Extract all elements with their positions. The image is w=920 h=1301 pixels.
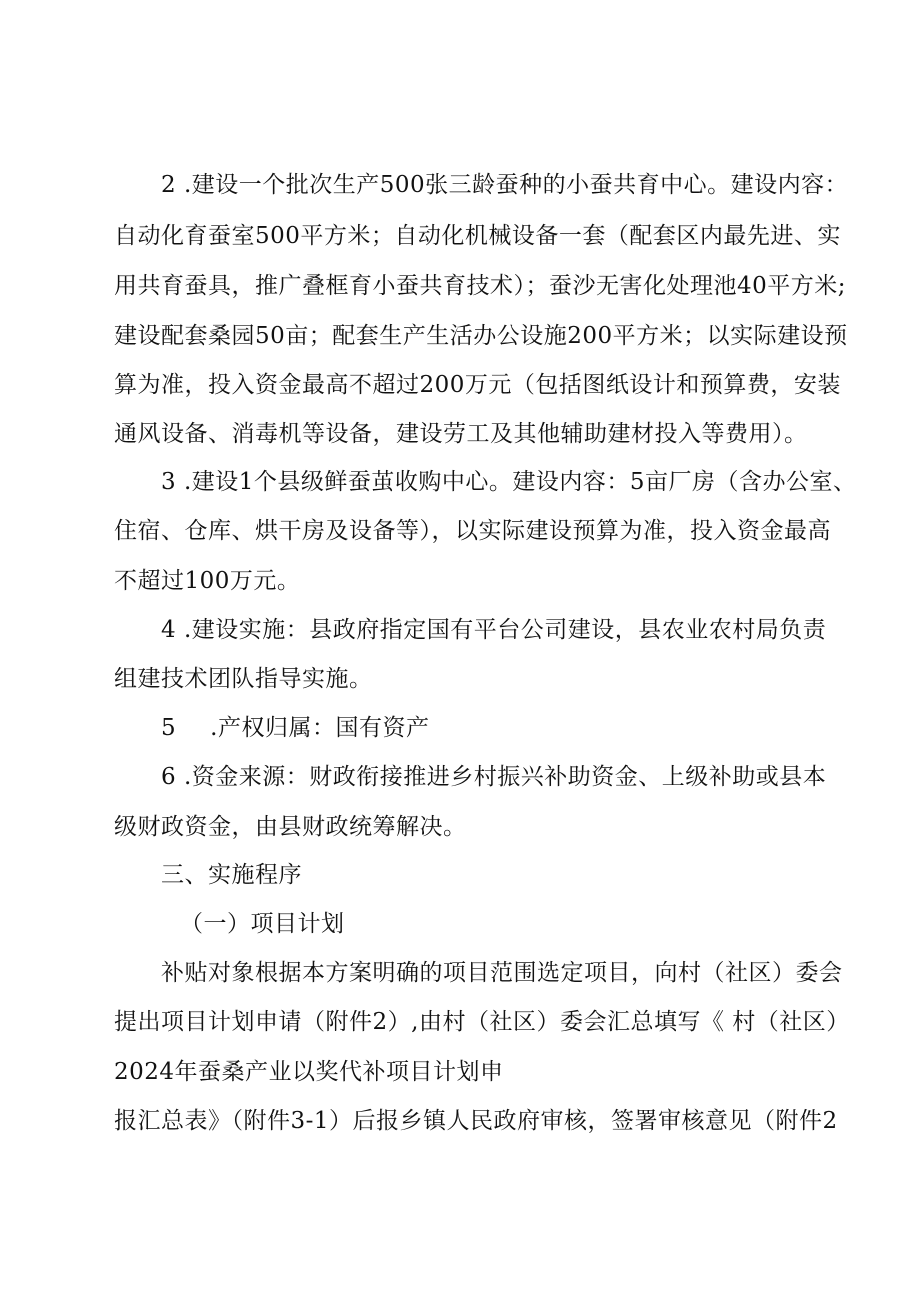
item-4-line-2: 组建技术团队指导实施。 <box>114 666 373 692</box>
item-2-line-1: 2 .建设一个批次生产500张三龄蚕种的小蚕共育中心。建设内容： <box>161 172 849 198</box>
section-heading-3: 三、实施程序 <box>161 862 302 888</box>
item-2-line-3: 用共育蚕具，推广叠框育小蚕共育技术）；蚕沙无害化处理池40平方米; <box>114 273 847 299</box>
item-3-line-1: 3 .建设1个县级鲜蚕茧收购中心。建设内容：5亩厂房（含办公室、 <box>161 469 857 495</box>
procedure-line-1: 补贴对象根据本方案明确的项目范围选定项目，向村（社区）委会 <box>161 960 843 986</box>
item-5-number: 5 <box>161 715 177 741</box>
item-2-line-6: 通风设备、消毒机等设备，建设劳工及其他辅助建材投入等费用）。 <box>114 421 808 447</box>
item-6-line-1: 6 .资金来源：财政衔接推进乡村振兴补助资金、上级补助或县本 <box>161 764 827 790</box>
item-4-line-1: 4 .建设实施：县政府指定国有平台公司建设，县农业农村局负责 <box>161 617 827 643</box>
subsection-heading-1: （一）项目计划 <box>180 911 345 937</box>
item-2-line-2: 自动化育蚕室500平方米；自动化机械设备一套（配套区内最先进、实 <box>114 223 841 249</box>
procedure-line-3: 2024年蚕桑产业以奖代补项目计划申 <box>114 1059 504 1085</box>
item-2-line-4: 建设配套桑园50亩；配套生产生活办公设施200平方米；以实际建设预 <box>114 323 848 349</box>
item-3-line-2: 住宿、仓库、烘干房及设备等），以实际建设预算为准，投入资金最高 <box>114 518 831 544</box>
procedure-line-4: 报汇总表》（附件3-1）后报乡镇人民政府审核，签署审核意见（附件2 <box>114 1108 838 1134</box>
item-2-line-5: 算为准，投入资金最高不超过200万元（包括图纸设计和预算费，安装 <box>114 372 841 398</box>
item-5-line <box>161 713 429 743</box>
procedure-line-2: 提出项目计划申请（附件2）,由村（社区）委会汇总填写《 村（社区） <box>114 1009 850 1035</box>
item-6-line-2: 级财政资金，由县财政统筹解决。 <box>114 814 467 840</box>
item-5-text: .产权归属：国有资产 <box>210 715 430 741</box>
item-3-line-3: 不超过100万元。 <box>114 568 301 594</box>
